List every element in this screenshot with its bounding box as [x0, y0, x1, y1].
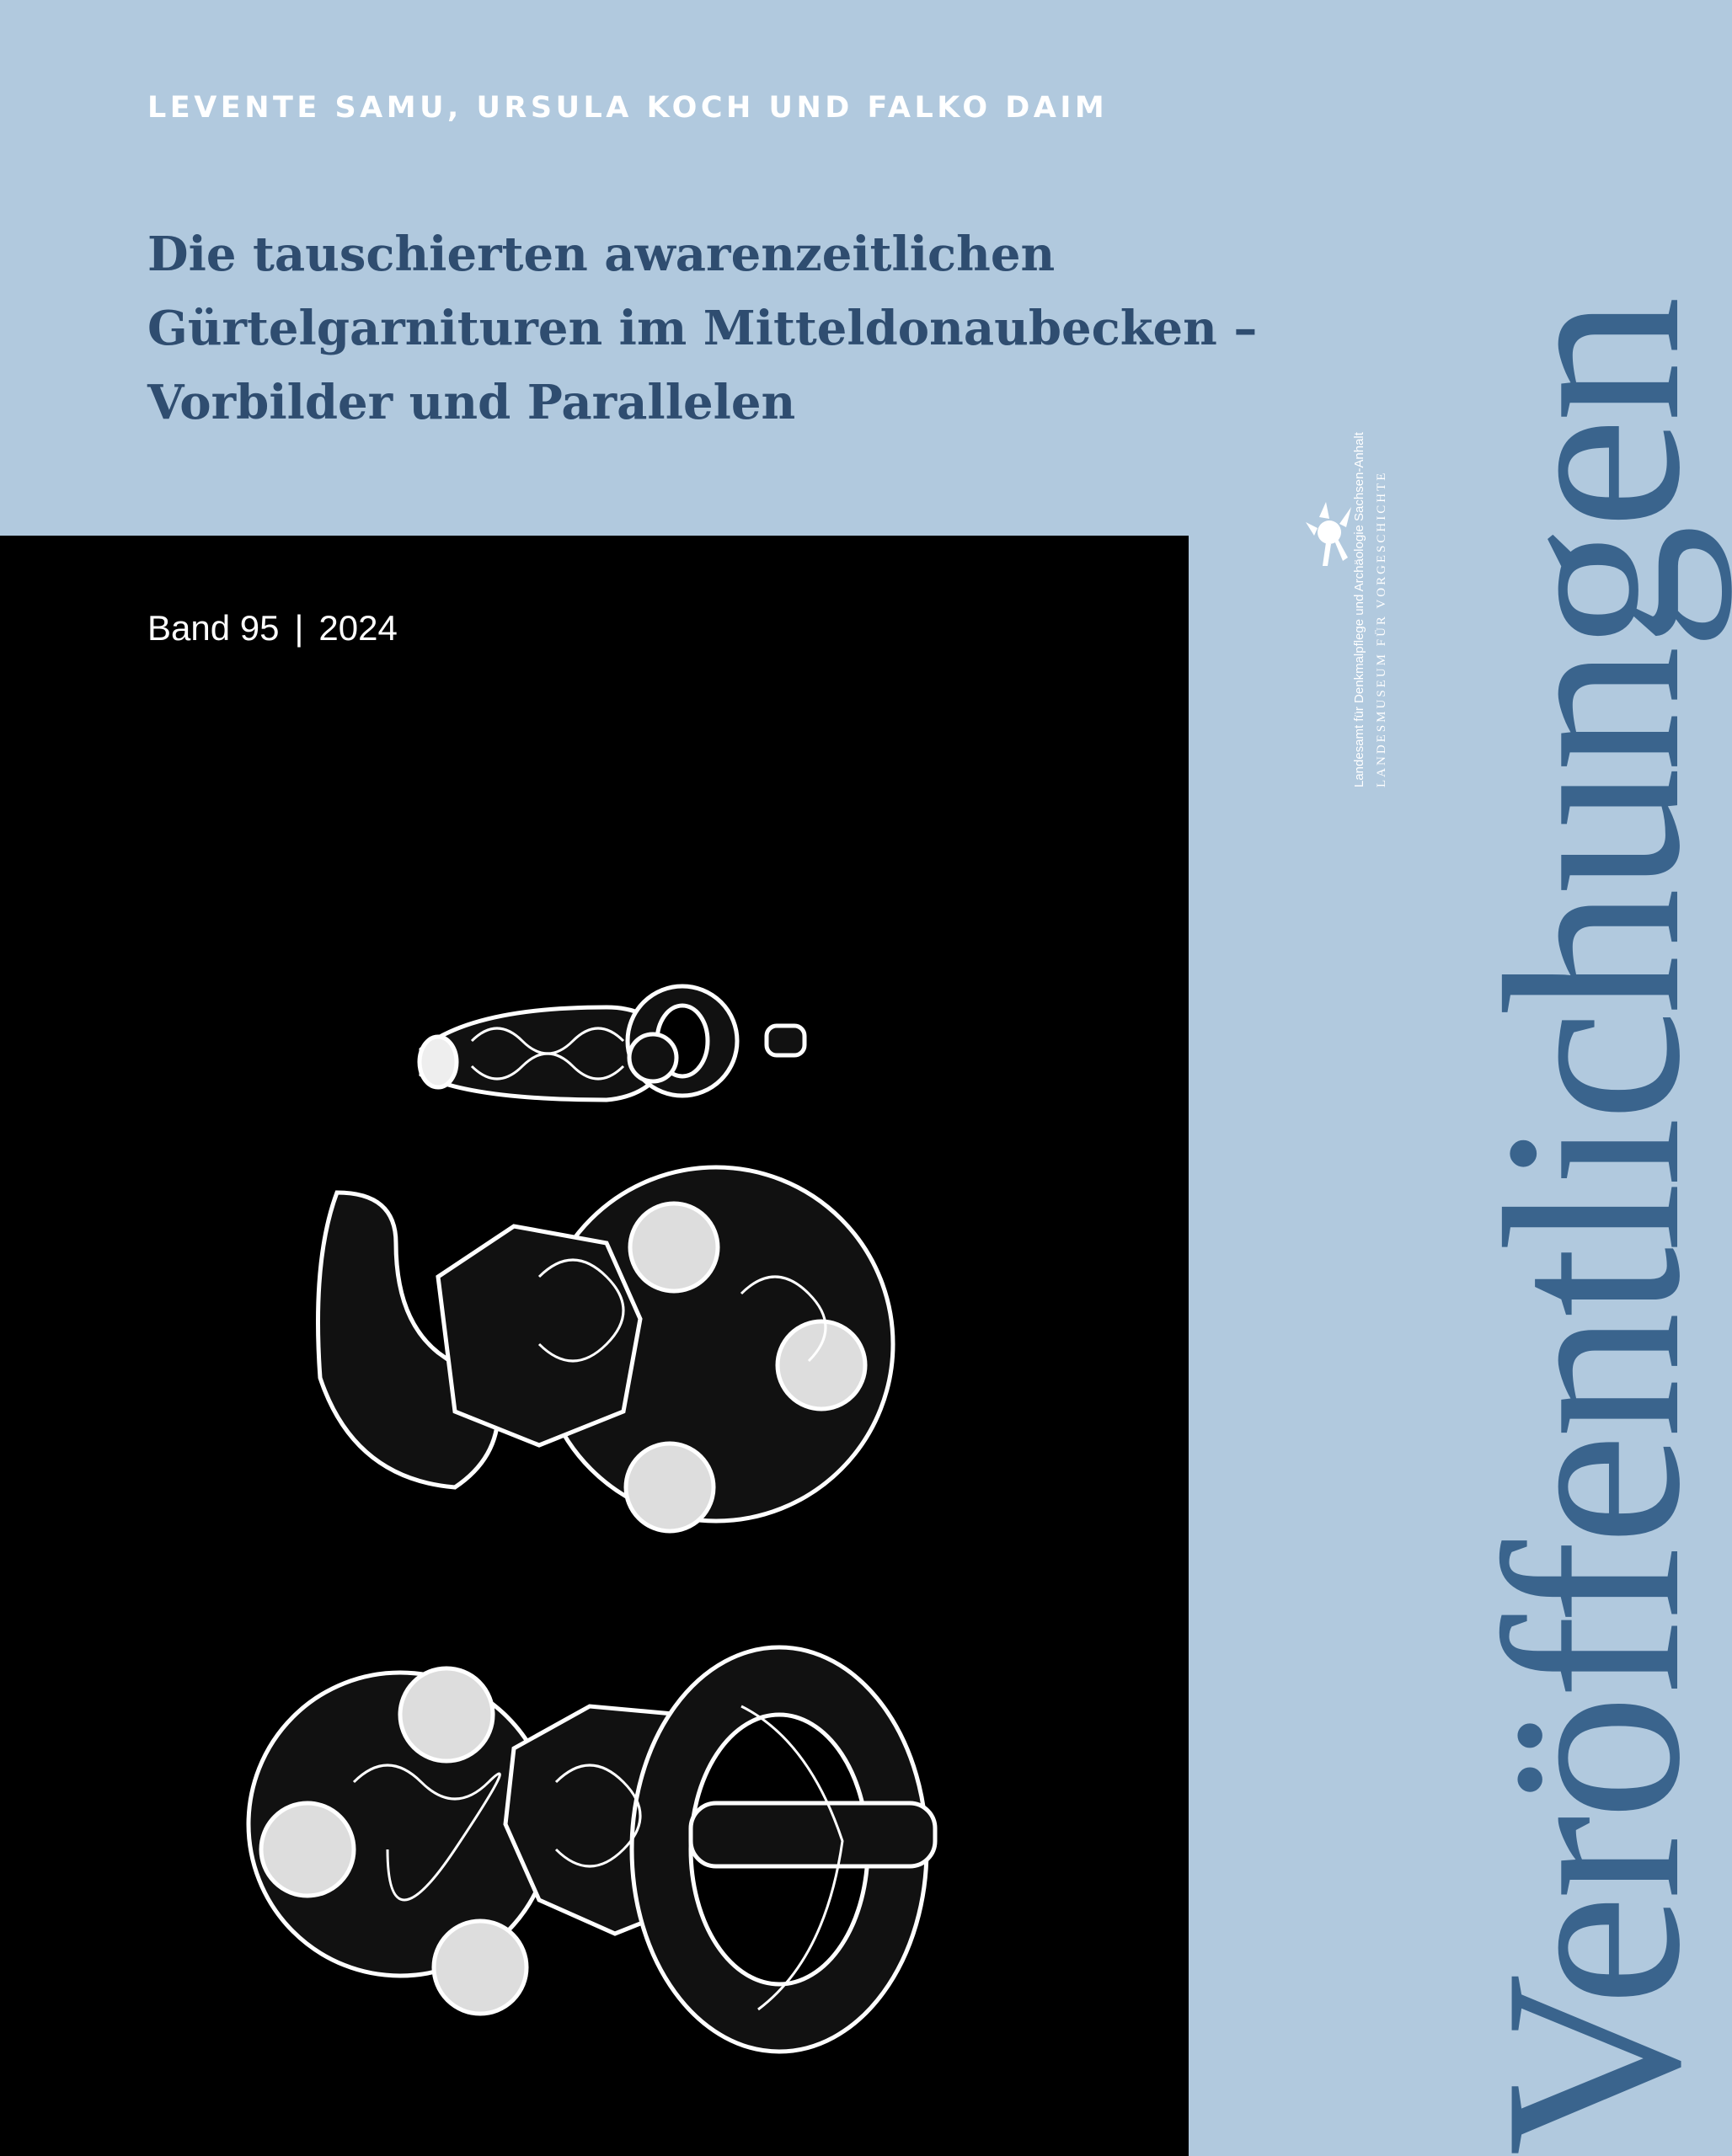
title-line: Gürtelgarnituren im Mitteldonaubecken – [147, 301, 1258, 356]
publisher-museum: LANDESMUSEUM FÜR VORGESCHICHTE [1375, 470, 1388, 787]
title-line: Vorbilder und Parallelen [147, 375, 796, 430]
publisher-imprint [1352, 432, 1389, 787]
series-title-area [1188, 0, 1732, 2156]
band-year: 2024 [318, 608, 398, 648]
volume-info [147, 608, 398, 648]
publisher-logo-icon [1301, 499, 1356, 574]
authors: LEVENTE SAMU, URSULA KOCH UND FALKO DAIM [147, 91, 1109, 125]
publisher-name: Landesamt für Denkmalpflege und Archäologie Sachsen-Anhalt [1352, 432, 1366, 787]
band-separator: | [294, 608, 304, 648]
band-number: Band 95 [147, 608, 280, 648]
series-title: Veröffentlichungen [1452, 301, 1732, 2156]
book-title [147, 217, 1258, 440]
title-line: Die tauschierten awarenzeitlichen [147, 227, 1056, 282]
belt-fittings-illustration [0, 536, 1189, 2156]
